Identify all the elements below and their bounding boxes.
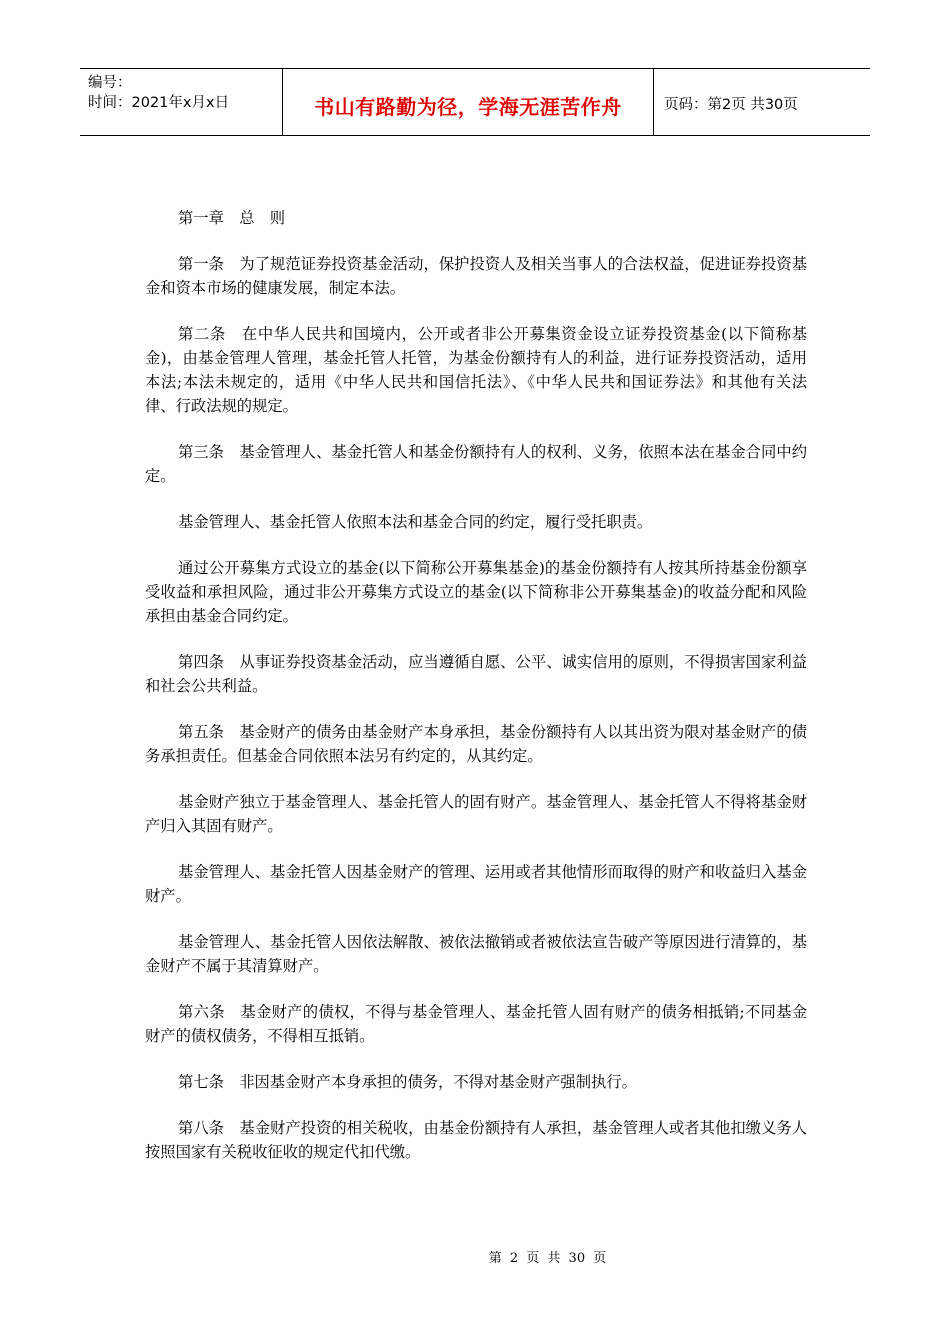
page-footer: 第 2 页 共 30 页 — [488, 1251, 607, 1266]
chapter-heading: 第一章 总 则 — [178, 209, 286, 227]
document-number-label: 编号： — [88, 75, 132, 91]
paragraph: 基金管理人、基金托管人因基金财产的管理、运用或者其他情形而取得的财产和收益归入基金财产。 — [145, 863, 807, 905]
paragraph: 第六条 基金财产的债权，不得与基金管理人、基金托管人固有财产的债务相抵销;不同基金财产的债权债务，不得相互抵销。 — [145, 1003, 807, 1045]
paragraph: 第七条 非因基金财产本身承担的债务，不得对基金财产强制执行。 — [178, 1073, 637, 1091]
header-motto: 书山有路勤为径，学海无涯苦作舟 — [314, 95, 622, 119]
paragraph: 第二条 在中华人民共和国境内，公开或者非公开募集资金设立证券投资基金(以下简称基金)，由基金管理人管理，基金托管人托管，为基金份额持有人的利益，进行证券投资活动，适用本法;本法未规定的，适用《中华人民共和国信托法》、《中华人民共和国证券法》和其他有关法律、行政法规的规定。 — [145, 325, 807, 415]
document-date: 时间：2021年x月x日 — [88, 95, 230, 111]
paragraph: 第五条 基金财产的债务由基金财产本身承担，基金份额持有人以其出资为限对基金财产的债务承担责任。但基金合同依照本法另有约定的，从其约定。 — [145, 723, 807, 765]
paragraph: 第三条 基金管理人、基金托管人和基金份额持有人的权利、义务，依照本法在基金合同中约定。 — [145, 443, 807, 485]
paragraph: 基金管理人、基金托管人因依法解散、被依法撤销或者被依法宣告破产等原因进行清算的，基金财产不属于其清算财产。 — [145, 933, 807, 975]
document-header — [80, 68, 870, 136]
paragraph: 通过公开募集方式设立的基金(以下简称公开募集基金)的基金份额持有人按其所持基金份额享受收益和承担风险，通过非公开募集方式设立的基金(以下简称非公开募集基金)的收益分配和风险承担由基金合同约定。 — [145, 559, 807, 625]
paragraph: 基金管理人、基金托管人依照本法和基金合同的约定，履行受托职责。 — [178, 513, 653, 531]
paragraph: 第一条 为了规范证券投资基金活动，保护投资人及相关当事人的合法权益，促进证券投资基金和资本市场的健康发展，制定本法。 — [145, 255, 807, 297]
paragraph: 第八条 基金财产投资的相关税收，由基金份额持有人承担，基金管理人或者其他扣缴义务人按照国家有关税收征收的规定代扣代缴。 — [145, 1119, 807, 1161]
paragraph: 基金财产独立于基金管理人、基金托管人的固有财产。基金管理人、基金托管人不得将基金财产归入其固有财产。 — [145, 793, 807, 835]
header-meta — [88, 73, 229, 113]
header-page-info: 页码：第2页 共30页 — [664, 97, 798, 113]
header-divider — [653, 69, 654, 135]
document-body — [145, 206, 807, 1186]
paragraph: 第四条 从事证券投资基金活动，应当遵循自愿、公平、诚实信用的原则，不得损害国家利益和社会公共利益。 — [145, 653, 807, 695]
